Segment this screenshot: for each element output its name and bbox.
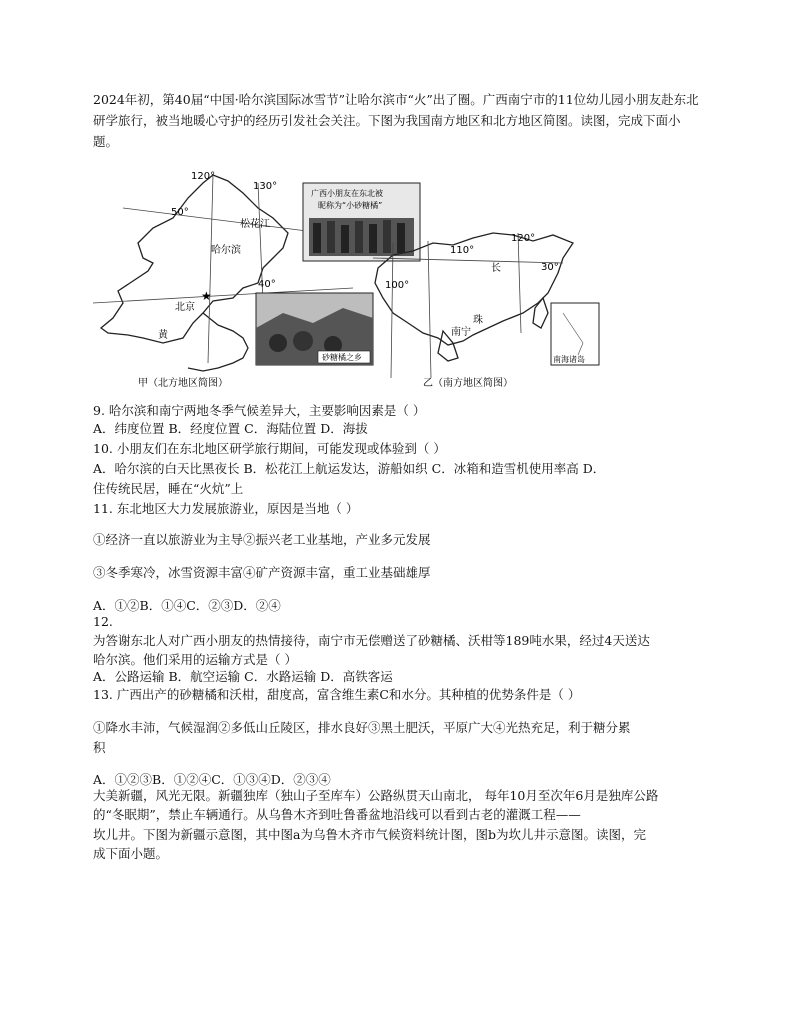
q9-stem: 9. 哈尔滨和南宁两地冬季气候差异大，主要影响因素是（ ）: [93, 403, 426, 418]
q12-stem-line1: 为答谢东北人对广西小朋友的热情接待，南宁市无偿赠送了砂糖橘、沃柑等189吨水果，经过4天送达: [93, 633, 650, 648]
q10-stem: 10. 小朋友们在东北地区研学旅行期间，可能发现或体验到（ ）: [93, 441, 446, 456]
south-map-caption: 乙（南方地区简图）: [423, 378, 513, 389]
lon-100-label: 100°: [385, 280, 410, 291]
inset-label: 南海诸岛: [553, 355, 585, 364]
q12-options: A．公路运输 B．航空运输 C．水路运输 D．高铁客运: [93, 669, 393, 684]
q13-options: A．①②③B．①②④C．①③④D．②③④: [93, 772, 331, 787]
zhu-river-label: 珠: [473, 315, 483, 326]
q12-stem-line2: 哈尔滨。他们采用的运输方式是（ ）: [93, 652, 297, 667]
q13-stem: 13. 广西出产的砂糖橘和沃柑，甜度高，富含维生素C和水分。其种植的优势条件是（ ）: [93, 687, 581, 702]
chang-river-label: 长: [491, 263, 501, 274]
q10-options-line2: 住传统民居，睡在“火炕”上: [93, 481, 244, 496]
lat-50-label: 50°: [171, 207, 189, 218]
xinjiang-line4: 成下面小题。: [93, 846, 169, 861]
north-map-caption: 甲（北方地区简图）: [138, 378, 228, 389]
lon-110-label: 110°: [450, 245, 475, 256]
photo2-label: 砂糖橘之乡: [322, 353, 362, 362]
q12-number: 12.: [93, 614, 113, 629]
photo-kids-in-northeast: [303, 183, 420, 261]
nanning-label: 南宁: [451, 327, 471, 338]
q10-options-line1: A．哈尔滨的白天比黑夜长 B．松花江上航运发达，游船如织 C．冰箱和造雪机使用率高 D．: [93, 461, 606, 476]
south-china-sea-inset: [551, 303, 599, 365]
xinjiang-line3: 坎儿井。下图为新疆示意图，其中图a为乌鲁木齐市气候资料统计图，图b为坎儿井示意图。读图，完: [93, 827, 646, 842]
q11-stem: 11. 东北地区大力发展旅游业，原因是当地（ ）: [93, 501, 359, 516]
xinjiang-line2: 的“冬眠期”，禁止车辆通行。从乌鲁木齐到吐鲁番盆地沿线可以看到古老的灌溉工程——: [93, 807, 581, 822]
lat-40-label: 40°: [258, 279, 276, 290]
photo1-caption-line1: 广西小朋友在东北被: [311, 189, 383, 198]
songhua-river-label: 松花江: [240, 219, 270, 230]
lon-120-south-label: 120°: [511, 233, 536, 244]
beijing-star-icon: ★: [201, 289, 212, 303]
beijing-label: 北京: [175, 302, 195, 313]
north-south-map-figure: [93, 163, 703, 393]
lat-30-label: 30°: [541, 262, 559, 273]
photo1-caption-line2: 昵称为“小砂糖橘”: [318, 201, 383, 210]
intro-paragraph: 2024年初，第40届“中国·哈尔滨国际冰雪节”让哈尔滨市“火”出了圈。广西南宁市的11位幼儿园小朋友赴东北研学旅行，被当地暖心守护的经历引发社会关注。下图为我国南方地区和北方地区简图。读图，完成下面小题。: [93, 92, 699, 149]
q11-options: A．①②B．①④C．②③D．②④: [93, 598, 281, 613]
q11-item2: ③冬季寒冷，冰雪资源丰富④矿产资源丰富，重工业基础雄厚: [93, 565, 431, 580]
lon-120-north-label: 120°: [191, 171, 216, 182]
q11-item1: ①经济一直以旅游业为主导②振兴老工业基地，产业多元发展: [93, 532, 431, 547]
harbin-label: 哈尔滨: [211, 245, 241, 256]
photo-sugar-orange-orchard: [256, 293, 373, 365]
q13-items-line2: 积: [93, 740, 106, 755]
huang-river-label: 黄: [158, 330, 168, 341]
q9-options: A．纬度位置 B．经度位置 C．海陆位置 D．海拔: [93, 421, 368, 436]
q13-items-line1: ①降水丰沛，气候湿润②多低山丘陵区，排水良好③黑土肥沃，平原广大④光热充足，利于糖分累: [93, 720, 631, 735]
lon-130-label: 130°: [253, 181, 278, 192]
xinjiang-line1: 大美新疆，风光无限。新疆独库（独山子至库车）公路纵贯天山南北， 每年10月至次年6月是独库公路: [93, 788, 659, 803]
